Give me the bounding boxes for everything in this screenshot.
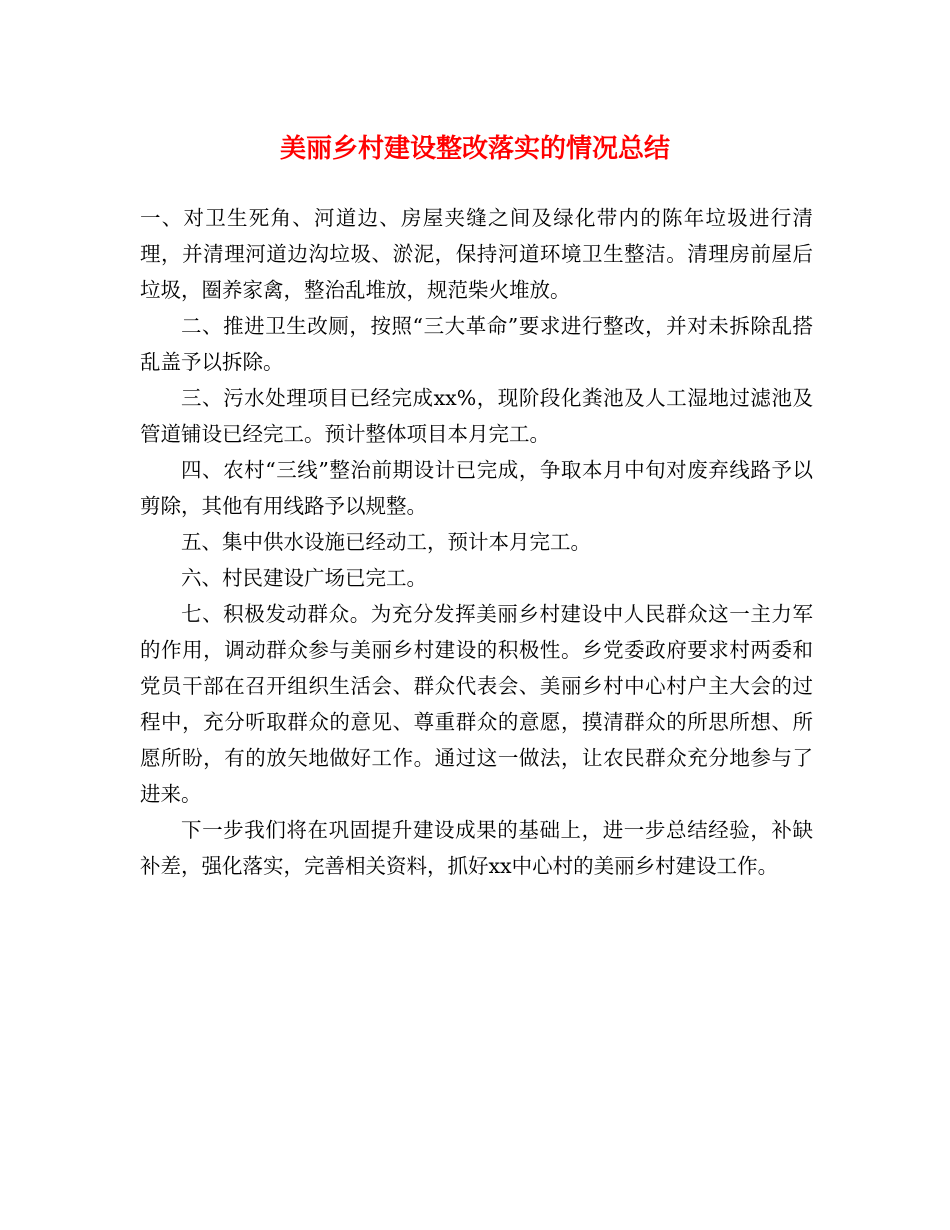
paragraph-8: 下一步我们将在巩固提升建设成果的基础上，进一步总结经验，补缺补差，强化落实，完善相关资料，抓好xx中心村的美丽乡村建设工作。	[140, 818, 813, 878]
paragraph-3: 三、污水处理项目已经完成xx%，现阶段化粪池及人工湿地过滤池及管道铺设已经完工。预计整体项目本月完工。	[140, 386, 813, 446]
document-body	[140, 200, 813, 884]
paragraph-4: 四、农村“三线”整治前期设计已完成，争取本月中旬对废弃线路予以剪除，其他有用线路予以规整。	[140, 458, 813, 518]
paragraph-6: 六、村民建设广场已完工。	[181, 566, 427, 590]
paragraph-5: 五、集中供水设施已经动工，预计本月完工。	[181, 530, 591, 554]
paragraph-2: 二、推进卫生改厕，按照“三大革命”要求进行整改，并对未拆除乱搭乱盖予以拆除。	[140, 314, 813, 374]
document-title: 美丽乡村建设整改落实的情况总结	[279, 134, 670, 164]
paragraph-1: 一、对卫生死角、河道边、房屋夹缝之间及绿化带内的陈年垃圾进行清理，并清理河道边沟垃圾、淤泥，保持河道环境卫生整洁。清理房前屋后垃圾，圈养家禽，整治乱堆放，规范柴火堆放。	[140, 206, 813, 302]
paragraph-7: 七、积极发动群众。为充分发挥美丽乡村建设中人民群众这一主力军的作用，调动群众参与美丽乡村建设的积极性。乡党委政府要求村两委和党员干部在召开组织生活会、群众代表会、美丽乡村中心村户主大会的过程中，充分听取群众的意见、尊重群众的意愿，摸清群众的所思所想、所愿所盼，有的放矢地做好工作。通过这一做法，让农民群众充分地参与了进来。	[140, 602, 813, 806]
